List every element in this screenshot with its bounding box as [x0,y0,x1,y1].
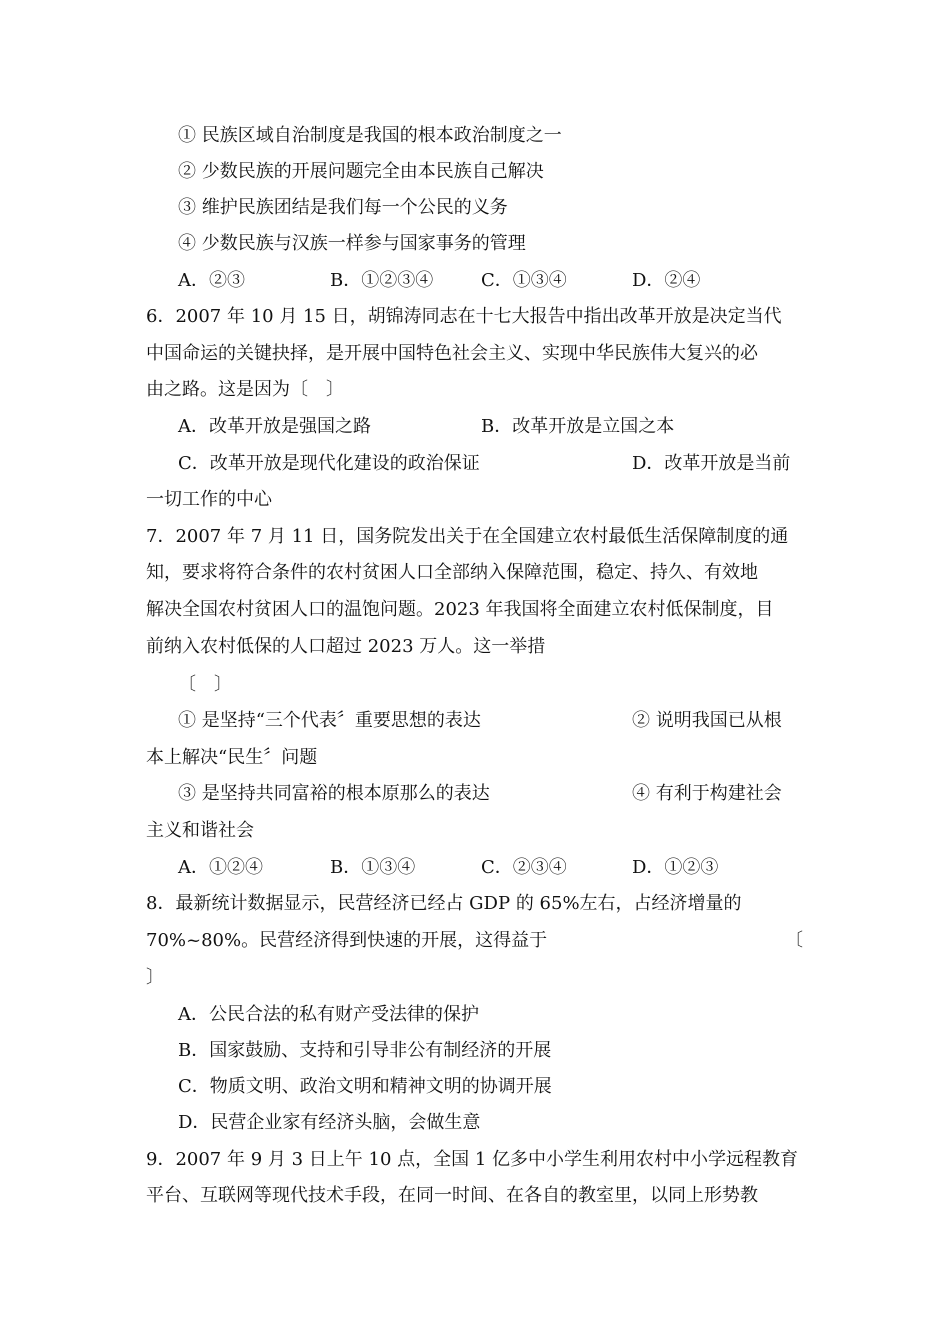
q7-stem-line-1: 7．2007 年 7 月 11 日，国务院发出关于在全国建立农村最低生活保障制度的通 [146,526,789,547]
q7-item-2: ② 说明我国已从根 [632,710,782,731]
q7-answer-bracket: 〔 〕 [178,674,232,695]
q7-item-1: ① 是坚持“三个代表〞重要思想的表达 [178,710,481,731]
q6-option-b: B．改革开放是立国之本 [481,416,675,437]
q6-option-a: A．改革开放是强国之路 [178,416,371,437]
q5-option-c: C．①③④ [481,270,567,291]
q6-option-d-continued: 一切工作的中心 [146,489,272,510]
q9-stem-line-2: 平台、互联网等现代技术手段，在同一时间、在各自的教室里，以同上形势教 [146,1185,758,1206]
q8-option-c: C．物质文明、政治文明和精神文明的协调开展 [178,1076,552,1097]
q5-item-3: ③ 维护民族团结是我们每一个公民的义务 [178,197,508,218]
q5-option-d: D．②④ [632,270,701,291]
q7-option-d: D．①②③ [632,857,719,878]
q7-stem-line-3: 解决全国农村贫困人口的温饱问题。2023 年我国将全面建立农村低保制度，目 [146,599,774,620]
q7-stem-line-2: 知，要求将符合条件的农村贫困人口全部纳入保障范围，稳定、持久、有效地 [146,562,758,583]
q8-bracket-open: 〔 [785,930,803,951]
q6-stem-line-3: 由之路。这是因为〔 〕 [146,379,344,400]
q5-option-b: B．①②③④ [330,270,434,291]
q8-option-d: D．民营企业家有经济头脑，会做生意 [178,1112,481,1133]
q8-stem-line-2: 70%~80%。民营经济得到快速的开展，这得益于 [146,930,548,951]
q8-bracket-close: 〕 [146,967,164,988]
q6-option-c: C．改革开放是现代化建设的政治保证 [178,453,480,474]
q6-stem-line-2: 中国命运的关键抉择，是开展中国特色社会主义、实现中华民族伟大复兴的必 [146,343,758,364]
q7-item-2-continued: 本上解决“民生〞问题 [146,747,318,768]
q7-item-3: ③ 是坚持共同富裕的根本原那么的表达 [178,783,490,804]
q9-stem-line-1: 9．2007 年 9 月 3 日上午 10 点，全国 1 亿多中小学生利用农村中小学远程教育 [146,1149,799,1170]
q8-option-a: A．公民合法的私有财产受法律的保护 [178,1004,479,1025]
q8-stem-line-1: 8．最新统计数据显示，民营经济已经占 GDP 的 65%左右，占经济增量的 [146,893,742,914]
q7-item-4-continued: 主义和谐社会 [146,820,254,841]
q5-option-a: A．②③ [178,270,245,291]
q5-item-2: ② 少数民族的开展问题完全由本民族自己解决 [178,161,544,182]
q5-item-1: ① 民族区域自治制度是我国的根本政治制度之一 [178,125,562,146]
q6-option-d: D．改革开放是当前 [632,453,791,474]
q7-item-4: ④ 有利于构建社会 [632,783,782,804]
q7-option-c: C．②③④ [481,857,567,878]
q6-stem-line-1: 6．2007 年 10 月 15 日，胡锦涛同志在十七大报告中指出改革开放是决定当代 [146,306,782,327]
q7-option-a: A．①②④ [178,857,263,878]
q7-stem-line-4: 前纳入农村低保的人口超过 2023 万人。这一举措 [146,636,546,657]
q7-option-b: B．①③④ [330,857,416,878]
q8-option-b: B．国家鼓励、支持和引导非公有制经济的开展 [178,1040,552,1061]
q5-item-4: ④ 少数民族与汉族一样参与国家事务的管理 [178,233,526,254]
